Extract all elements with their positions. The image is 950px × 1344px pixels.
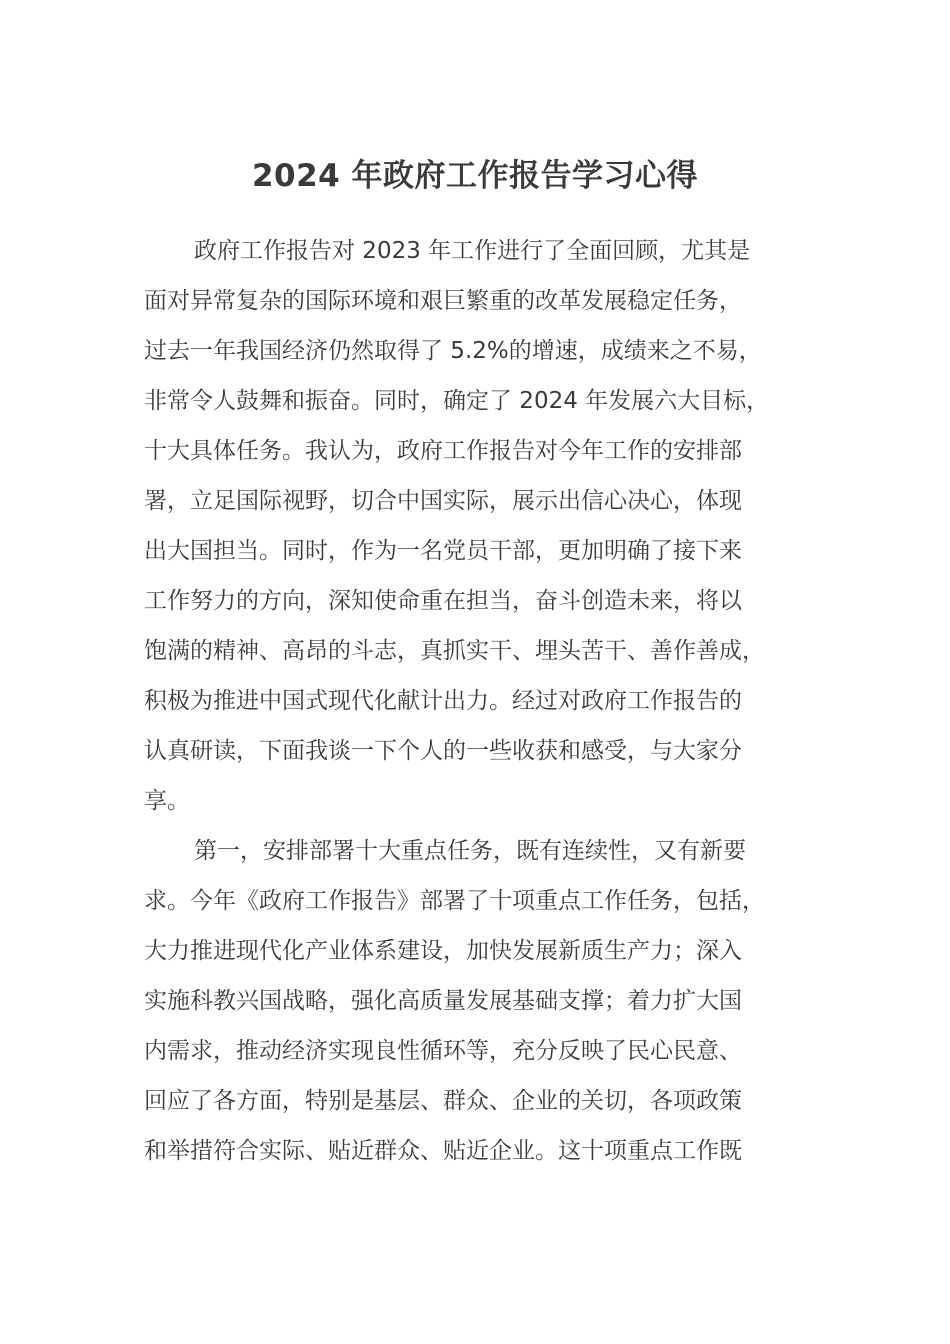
body-line: 出大国担当。同时，作为一名党员干部，更加明确了接下来 bbox=[144, 538, 742, 564]
body-line: 署，立足国际视野，切合中国实际，展示出信心决心，体现 bbox=[144, 488, 742, 514]
body-line: 十大具体任务。我认为，政府工作报告对今年工作的安排部 bbox=[144, 438, 742, 464]
body-line: 积极为推进中国式现代化献计出力。经过对政府工作报告的 bbox=[144, 688, 742, 714]
body-line: 饱满的精神、高昂的斗志，真抓实干、埋头苦干、善作善成， bbox=[144, 638, 765, 664]
body-line: 政府工作报告对 2023 年工作进行了全面回顾，尤其是 bbox=[194, 238, 751, 264]
body-line: 和举措符合实际、贴近群众、贴近企业。这十项重点工作既 bbox=[144, 1138, 742, 1164]
body-line: 内需求，推动经济实现良性循环等，充分反映了民心民意、 bbox=[144, 1038, 742, 1064]
body-line: 大力推进现代化产业体系建设，加快发展新质生产力；深入 bbox=[144, 938, 742, 964]
body-line: 非常令人鼓舞和振奋。同时，确定了 2024 年发展六大目标， bbox=[144, 388, 770, 414]
body-line: 第一，安排部署十大重点任务，既有连续性，又有新要 bbox=[194, 838, 746, 864]
body-line: 回应了各方面，特别是基层、群众、企业的关切，各项政策 bbox=[144, 1088, 742, 1114]
body-line: 求。今年《政府工作报告》部署了十项重点工作任务，包括， bbox=[144, 888, 765, 914]
body-line: 工作努力的方向，深知使命重在担当，奋斗创造未来，将以 bbox=[144, 588, 742, 614]
body-line: 认真研读，下面我谈一下个人的一些收获和感受，与大家分 bbox=[144, 738, 742, 764]
body-line: 享。 bbox=[144, 788, 190, 814]
body-line: 实施科教兴国战略，强化高质量发展基础支撑；着力扩大国 bbox=[144, 988, 742, 1014]
body-line: 过去一年我国经济仍然取得了 5.2%的增速，成绩来之不易， bbox=[144, 338, 762, 364]
document-body bbox=[144, 226, 816, 1176]
document-title: 2024 年政府工作报告学习心得 bbox=[251, 158, 699, 194]
body-line: 面对异常复杂的国际环境和艰巨繁重的改革发展稳定任务， bbox=[144, 288, 742, 314]
